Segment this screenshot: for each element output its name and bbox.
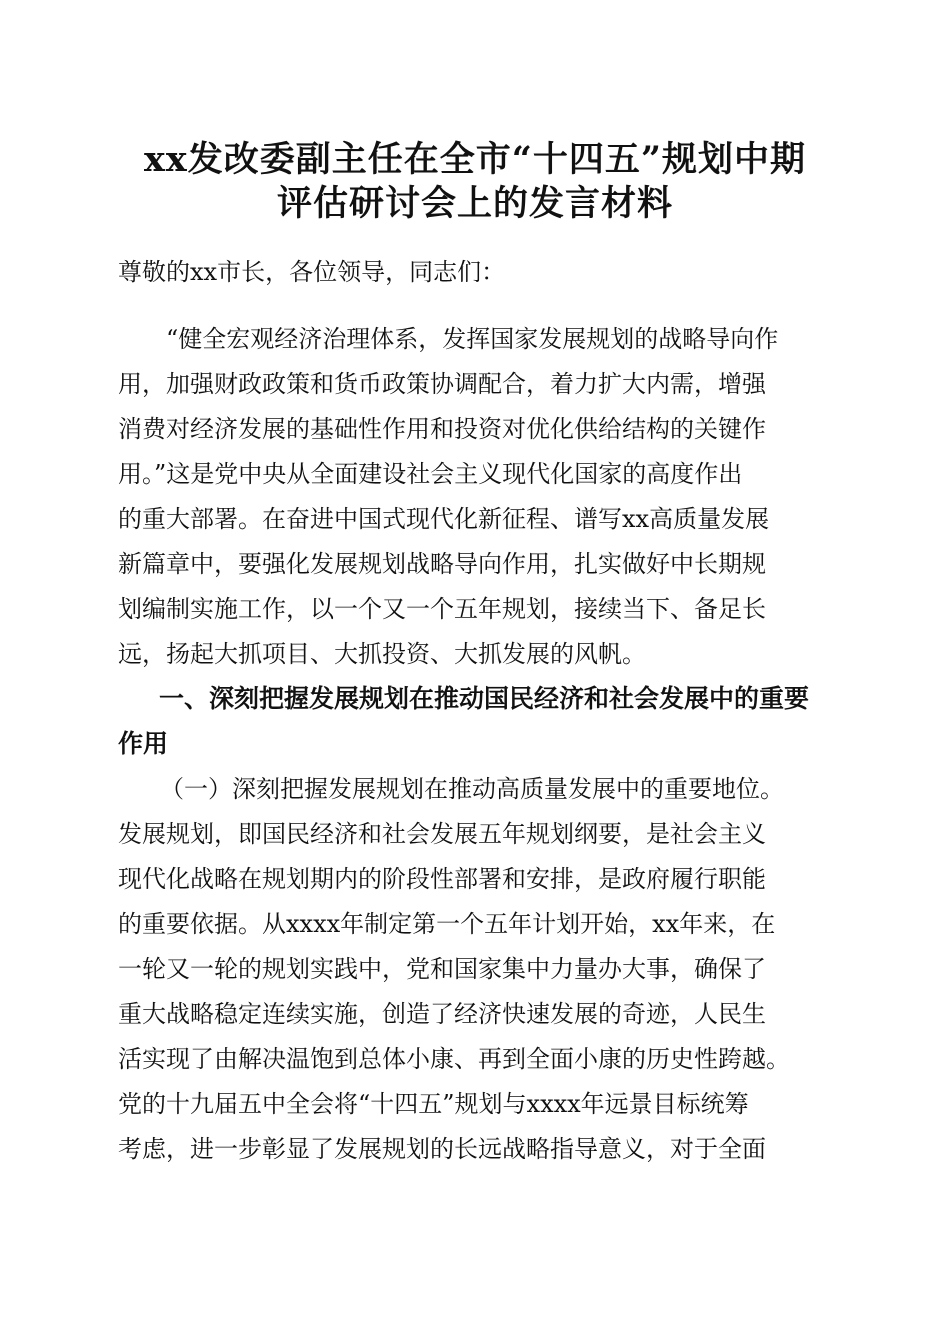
- paragraph-line: 远，扬起大抓项目、大抓投资、大抓发展的风帆。: [118, 640, 646, 668]
- paragraph-line: 用，加强财政政策和货币政策协调配合，着力扩大内需，增强: [118, 370, 766, 398]
- paragraph-line: 活实现了由解决温饱到总体小康、再到全面小康的历史性跨越。: [118, 1045, 790, 1073]
- section-heading-line-2: 作用: [118, 729, 169, 758]
- paragraph-line: 考虑，进一步彰显了发展规划的长远战略指导意义，对于全面: [118, 1135, 766, 1163]
- paragraph-line: 的重大部署。在奋进中国式现代化新征程、谱写xx高质量发展: [118, 505, 770, 533]
- paragraph-line: 党的十九届五中全会将“十四五”规划与xxxx年远景目标统筹: [118, 1090, 749, 1118]
- paragraph-line: 用。”这是党中央从全面建设社会主义现代化国家的高度作出: [118, 460, 743, 488]
- paragraph-line: 一轮又一轮的规划实践中，党和国家集中力量办大事，确保了: [118, 955, 766, 983]
- subsection-line: （一）深刻把握发展规划在推动高质量发展中的重要地位。: [160, 775, 784, 803]
- section-heading-line-1: 一、深刻把握发展规划在推动国民经济和社会发展中的重要: [159, 684, 810, 713]
- paragraph-line: “健全宏观经济治理体系，发挥国家发展规划的战略导向作: [166, 325, 779, 353]
- paragraph-line: 消费对经济发展的基础性作用和投资对优化供给结构的关键作: [118, 415, 766, 443]
- paragraph-line: 重大战略稳定连续实施，创造了经济快速发展的奇迹，人民生: [118, 1000, 766, 1028]
- paragraph-line: 划编制实施工作，以一个又一个五年规划，接续当下、备足长: [118, 595, 766, 623]
- document-title-line-2: 评估研讨会上的发言材料: [276, 183, 673, 224]
- document-title-line-1: xx发改委副主任在全市“十四五”规划中期: [144, 139, 806, 180]
- paragraph-line: 的重要依据。从xxxx年制定第一个五年计划开始，xx年来，在: [118, 910, 776, 938]
- paragraph-line: 新篇章中，要强化发展规划战略导向作用，扎实做好中长期规: [118, 550, 766, 578]
- paragraph-line: 发展规划，即国民经济和社会发展五年规划纲要，是社会主义: [118, 820, 766, 848]
- paragraph-line: 现代化战略在规划期内的阶段性部署和安排，是政府履行职能: [118, 865, 766, 893]
- salutation: 尊敬的xx市长，各位领导，同志们：: [118, 258, 506, 286]
